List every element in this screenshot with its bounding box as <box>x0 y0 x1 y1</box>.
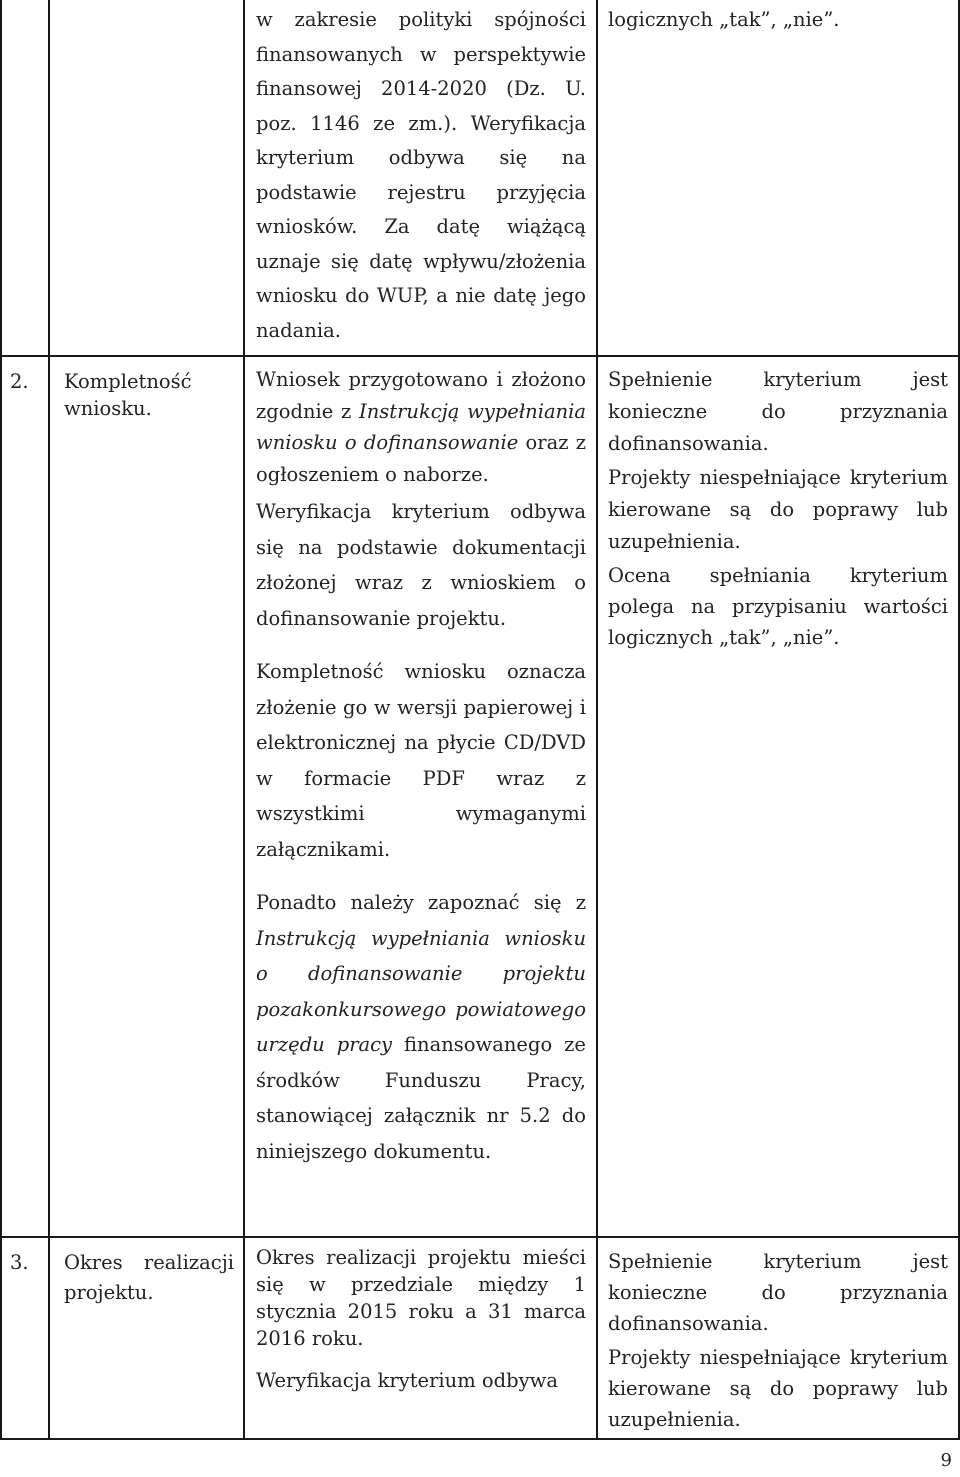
row1-evaluation-text: logicznych „tak”, „nie”. <box>608 8 840 31</box>
row3-criterion-name <box>64 1248 234 1308</box>
row3-description <box>256 1244 586 1396</box>
row2-criterion-name-text: Kompletność wniosku. <box>64 370 192 420</box>
row2-desc-para4 <box>256 885 586 1169</box>
table-border-bottom <box>0 1438 960 1440</box>
row2-eval-para3: Ocena spełniania kryterium polega na przypisaniu wartości logicznych „tak”, „nie”. <box>608 564 948 649</box>
page-number: 9 <box>940 1450 952 1471</box>
column-divider <box>243 0 245 1440</box>
row3-desc-para2: Weryfikacja kryterium odbywa <box>256 1369 558 1392</box>
row3-eval-para2: Projekty niespełniające kryterium kierowane są do poprawy lub uzupełnienia. <box>608 1346 948 1431</box>
row-divider <box>0 1236 960 1238</box>
row2-desc-para1-text-a: Wniosek przygotowano i złożono zgodnie z <box>256 368 586 423</box>
row2-desc-para1 <box>256 364 586 490</box>
row1-evaluation <box>608 3 948 38</box>
row3-evaluation <box>608 1246 948 1435</box>
row2-desc-para1-text-b: oraz z ogłoszeniem o naborze. <box>256 431 586 486</box>
row2-number: 2. <box>10 370 29 393</box>
row1-description <box>256 3 586 348</box>
row-divider <box>0 355 960 357</box>
row2-criterion-name <box>64 368 234 422</box>
row2-desc-para3: Kompletność wniosku oznacza złożenie go w wersji papierowej i elektronicznej na płycie CD/DVD w formacie PDF wraz z wszystkimi wymaganymi załącznikami. <box>256 660 586 861</box>
row2-desc-para4-text-b: finansowanego ze środków Funduszu Pracy, stanowiącej załącznik nr 5.2 do niniejszego dokumentu. <box>256 1033 586 1163</box>
row2-evaluation <box>608 364 948 653</box>
column-divider <box>48 0 50 1440</box>
row2-desc-para2: Weryfikacja kryterium odbywa się na podstawie dokumentacji złożonej wraz z wnioskiem o dofinansowanie projektu. <box>256 500 586 630</box>
table-border-left <box>0 0 2 1440</box>
row2-desc-para1-italic: Instrukcją wypełniania wniosku o dofinansowanie <box>256 399 586 454</box>
row3-number: 3. <box>10 1251 29 1274</box>
row2-eval-para2: Projekty niespełniające kryterium kierowane są do poprawy lub uzupełnienia. <box>608 466 948 553</box>
row1-description-text: w zakresie polityki spójności finansowanych w perspektywie finansowej 2014-2020 (Dz. U. poz. 1146 ze zm.). Weryfikacja kryterium odbywa się na podstawie rejestru przyjęcia wniosków. Za datę wiążącą uznaje się datę wpływu/złożenia wniosku do WUP, a nie datę jego nadania. <box>256 8 586 342</box>
row2-description <box>256 364 586 1169</box>
row3-criterion-name-text: Okres realizacji projektu. <box>64 1251 234 1304</box>
row2-desc-para4-italic: Instrukcją wypełniania wniosku o dofinansowanie projektu pozakonkursowego powiatowego urzędu pracy <box>256 926 586 1056</box>
row3-eval-para1: Spełnienie kryterium jest konieczne do przyznania dofinansowania. <box>608 1250 948 1335</box>
row2-eval-para1: Spełnienie kryterium jest konieczne do przyznania dofinansowania. <box>608 368 948 455</box>
row3-desc-para1: Okres realizacji projektu mieści się w przedziale między 1 stycznia 2015 roku a 31 marca 2016 roku. <box>256 1246 586 1350</box>
column-divider <box>596 0 598 1440</box>
row2-desc-para4-text-a: Ponadto należy zapoznać się z <box>256 891 586 914</box>
